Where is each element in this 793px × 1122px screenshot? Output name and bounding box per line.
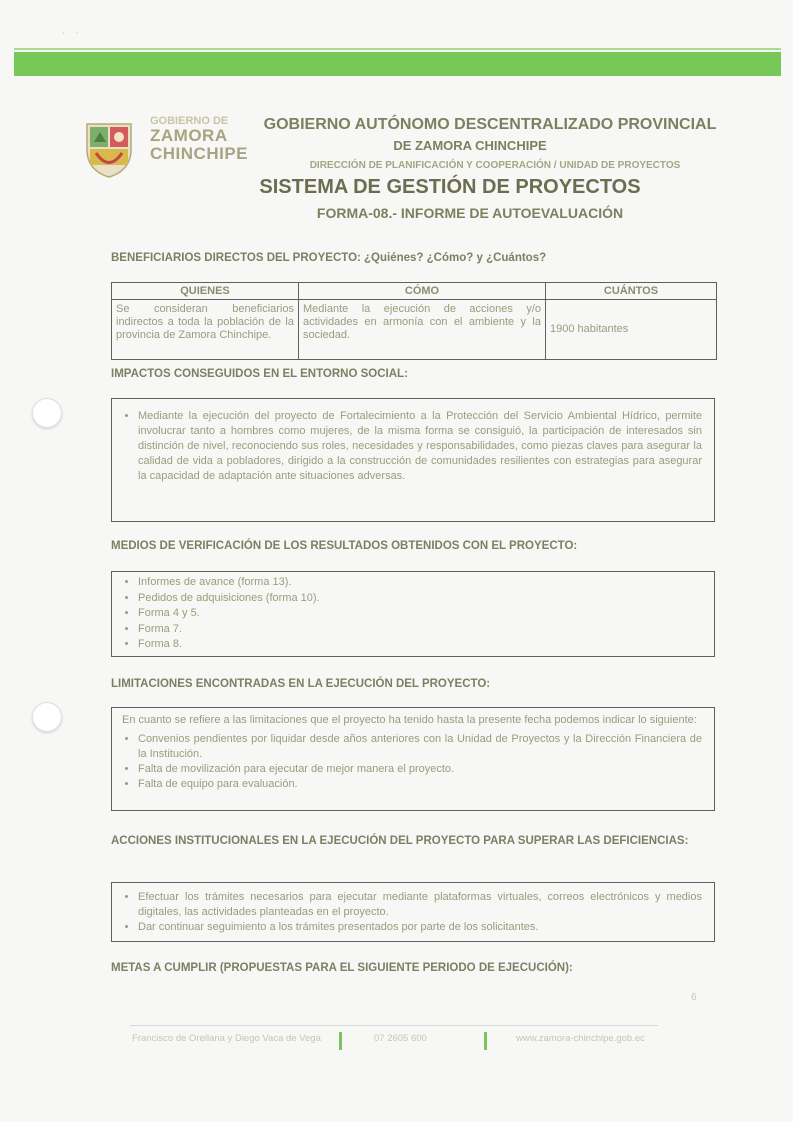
list-item: • Forma 8. [138,637,702,653]
beneficiaries-heading: BENEFICIARIOS DIRECTOS DEL PROYECTO: ¿Quiénes? ¿Cómo? y ¿Cuántos? [111,252,547,264]
list-item: • Pedidos de adquisiciones (forma 10). [138,591,702,607]
column-header-quienes: QUIENES [112,283,299,300]
list-item: • Forma 7. [138,622,702,638]
verification-heading: MEDIOS DE VERIFICACIÓN DE LOS RESULTADOS OBTENIDOS CON EL PROYECTO: [111,540,578,552]
scan-speck: · [62,30,65,37]
scan-speck: · [76,29,79,36]
footer-separator [339,1032,342,1050]
actions-heading: ACCIONES INSTITUCIONALES EN LA EJECUCIÓN DEL PROYECTO PARA SUPERAR LAS DEFICIENCIAS: [111,835,689,847]
logo-line-1: GOBIERNO DE [150,115,229,127]
page-number: 6 [691,992,697,1003]
actions-box [111,882,715,942]
logo-line-3: CHINCHIPE [150,144,249,163]
beneficiaries-table [111,282,717,360]
limitations-heading: LIMITACIONES ENCONTRADAS EN LA EJECUCIÓN DEL PROYECTO: [111,678,491,690]
list-item: • Convenios pendientes por liquidar desde años anteriores con la Unidad de Proyectos y la Dirección Financiera de la Institución. [138,732,702,762]
logo-wordmark [150,115,262,163]
table-row [112,300,717,360]
form-title: FORMA-08.- INFORME DE AUTOEVALUACIÓN [316,205,624,221]
column-header-como: CÓMO [299,283,546,300]
cell-quienes: Se consideran beneficiarios indirectos a toda la población de la provincia de Zamora Chinchipe. [112,300,299,360]
footer-phone: 07 2605 600 [374,1033,427,1044]
impacts-heading: IMPACTOS CONSEGUIDOS EN EL ENTORNO SOCIAL: [111,368,408,380]
institution-province: DE ZAMORA CHINCHIPE [393,138,547,153]
punch-hole [32,398,62,428]
list-item: • Falta de movilización para ejecutar de mejor manera el proyecto. [138,762,702,777]
footer-website: www.zamora-chinchipe.gob.ec [516,1033,645,1044]
verification-box [111,571,715,657]
cell-cuantos: 1900 habitantes [546,300,717,360]
footer-address: Francisco de Orellana y Diego Vaca de Vega [132,1033,321,1044]
logo-line-2: ZAMORA [150,126,228,145]
list-item: • Mediante la ejecución del proyecto de Fortalecimiento a la Protección del Servicio Ambiental Hídrico, permite involucrar tanto a hombres como mujeres, de la misma forma se consiguió, la participación de interesados sin distinción de nivel, reconociendo sus roles, necesidades y responsabilidades, como piezas claves para asegurar la calidad de vida a pobladores, dirigido a la construcción de comunidades resilientes con estrategias para asegurar la capacidad de adaptación ante situaciones adversas. [138,409,702,484]
list-item: • Efectuar los trámites necesarios para ejecutar mediante plataformas virtuales, correos electrónicos y medios digitales, las actividades planteadas en el proyecto. [138,890,702,920]
list-item: • Informes de avance (forma 13). [138,575,702,591]
header-bar [14,52,781,76]
impacts-box [111,398,715,522]
cell-como: Mediante la ejecución de acciones y/o actividades en armonía con el ambiente y la sociedad. [299,300,546,360]
coat-of-arms-icon [84,120,134,178]
column-header-cuantos: CUÁNTOS [546,283,717,300]
punch-hole [32,702,62,732]
list-item: • Forma 4 y 5. [138,606,702,622]
department-name: DIRECCIÓN DE PLANIFICACIÓN Y COOPERACIÓN / UNIDAD DE PROYECTOS [309,160,681,171]
limitations-box [111,707,715,811]
goals-heading: METAS A CUMPLIR (PROPUESTAS PARA EL SIGUIENTE PERIODO DE EJECUCIÓN): [111,962,573,974]
institution-name: GOBIERNO AUTÓNOMO DESCENTRALIZADO PROVINCIAL [263,116,717,133]
list-item: • Falta de equipo para evaluación. [138,777,702,792]
system-title: SISTEMA DE GESTIÓN DE PROYECTOS [259,176,641,198]
footer-divider [130,1025,658,1026]
footer-separator [484,1032,487,1050]
list-item: • Dar continuar seguimiento a los trámites presentados por parte de los solicitantes. [138,920,702,935]
limitations-intro: En cuanto se refiere a las limitaciones que el proyecto ha tenido hasta la presente fecha podemos indicar lo siguiente: [122,714,697,726]
